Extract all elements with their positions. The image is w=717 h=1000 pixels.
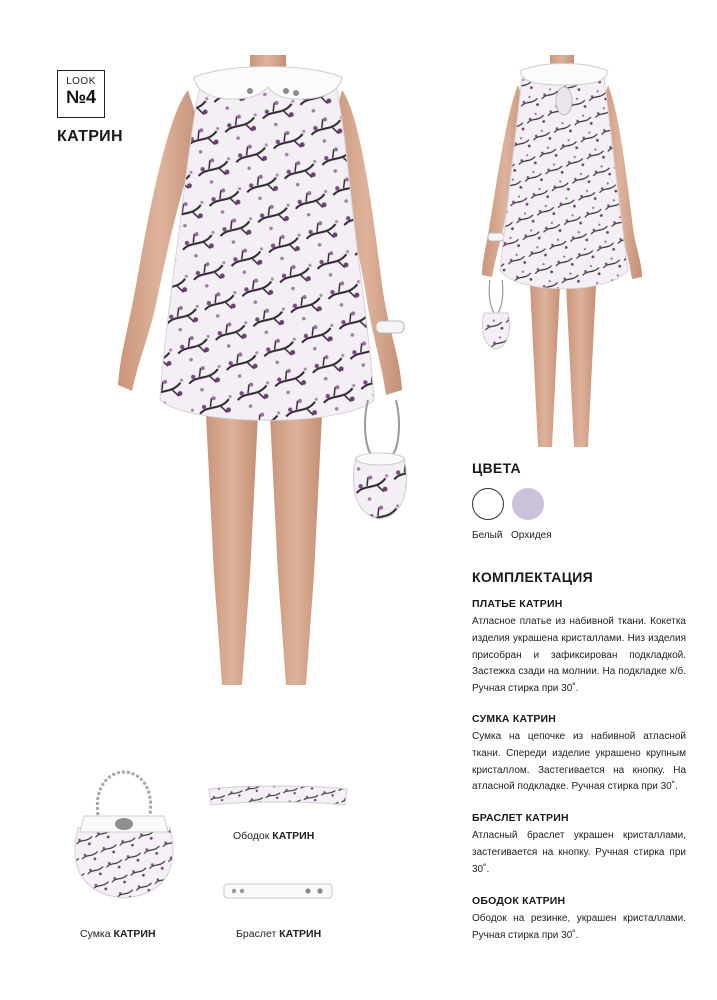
headband-caption: Ободок КАТРИН bbox=[233, 830, 315, 842]
bag-photo bbox=[70, 770, 178, 900]
item-title-dress: ПЛАТЬЕ КАТРИН bbox=[472, 598, 563, 610]
color-swatch-white[interactable] bbox=[472, 488, 504, 520]
model-back-photo bbox=[478, 55, 648, 450]
headband-photo bbox=[205, 783, 351, 809]
model-front-photo bbox=[110, 55, 420, 690]
bracelet-caption: Браслет КАТРИН bbox=[236, 928, 322, 940]
item-desc-headband: Ободок на резинке, украшен кристаллами. Ручная стирка при 30˚. bbox=[472, 913, 686, 941]
item-title-bag: СУМКА КАТРИН bbox=[472, 713, 557, 725]
color-label-white: Белый bbox=[472, 530, 503, 541]
colors-heading: ЦВЕТА bbox=[472, 460, 521, 476]
look-title: КАТРИН bbox=[57, 128, 123, 145]
color-swatch-orchid[interactable] bbox=[512, 488, 544, 520]
look-badge bbox=[57, 70, 105, 118]
item-desc-bracelet: Атласный браслет украшен кристаллами, застегивается на кнопку. Ручная стирка при 30˚. bbox=[472, 830, 686, 875]
look-number: №4 bbox=[65, 87, 97, 107]
look-label: LOOK bbox=[66, 76, 96, 87]
color-label-orchid: Орхидея bbox=[511, 530, 552, 541]
set-heading: КОМПЛЕКТАЦИЯ bbox=[472, 569, 593, 585]
item-desc-dress: Атласное платье из набивной ткани. Кокетка изделия украшена кристаллами. Низ изделия присобран и зафиксирован подкладкой. Застежка сзади на молнии. На подкладке х/б. Ручная стирка при 30˚. bbox=[472, 616, 686, 695]
item-title-headband: ОБОДОК КАТРИН bbox=[472, 895, 566, 907]
bag-caption: Сумка КАТРИН bbox=[80, 928, 156, 940]
item-title-bracelet: БРАСЛЕТ КАТРИН bbox=[472, 812, 569, 824]
bracelet-photo bbox=[222, 880, 334, 902]
item-desc-bag: Сумка на цепочке из набивной атласной ткани. Спереди изделие украшено крупным кристаллом. Застегивается на кнопку. На атласной подкладке. Ручная стирка при 30˚. bbox=[472, 731, 686, 793]
